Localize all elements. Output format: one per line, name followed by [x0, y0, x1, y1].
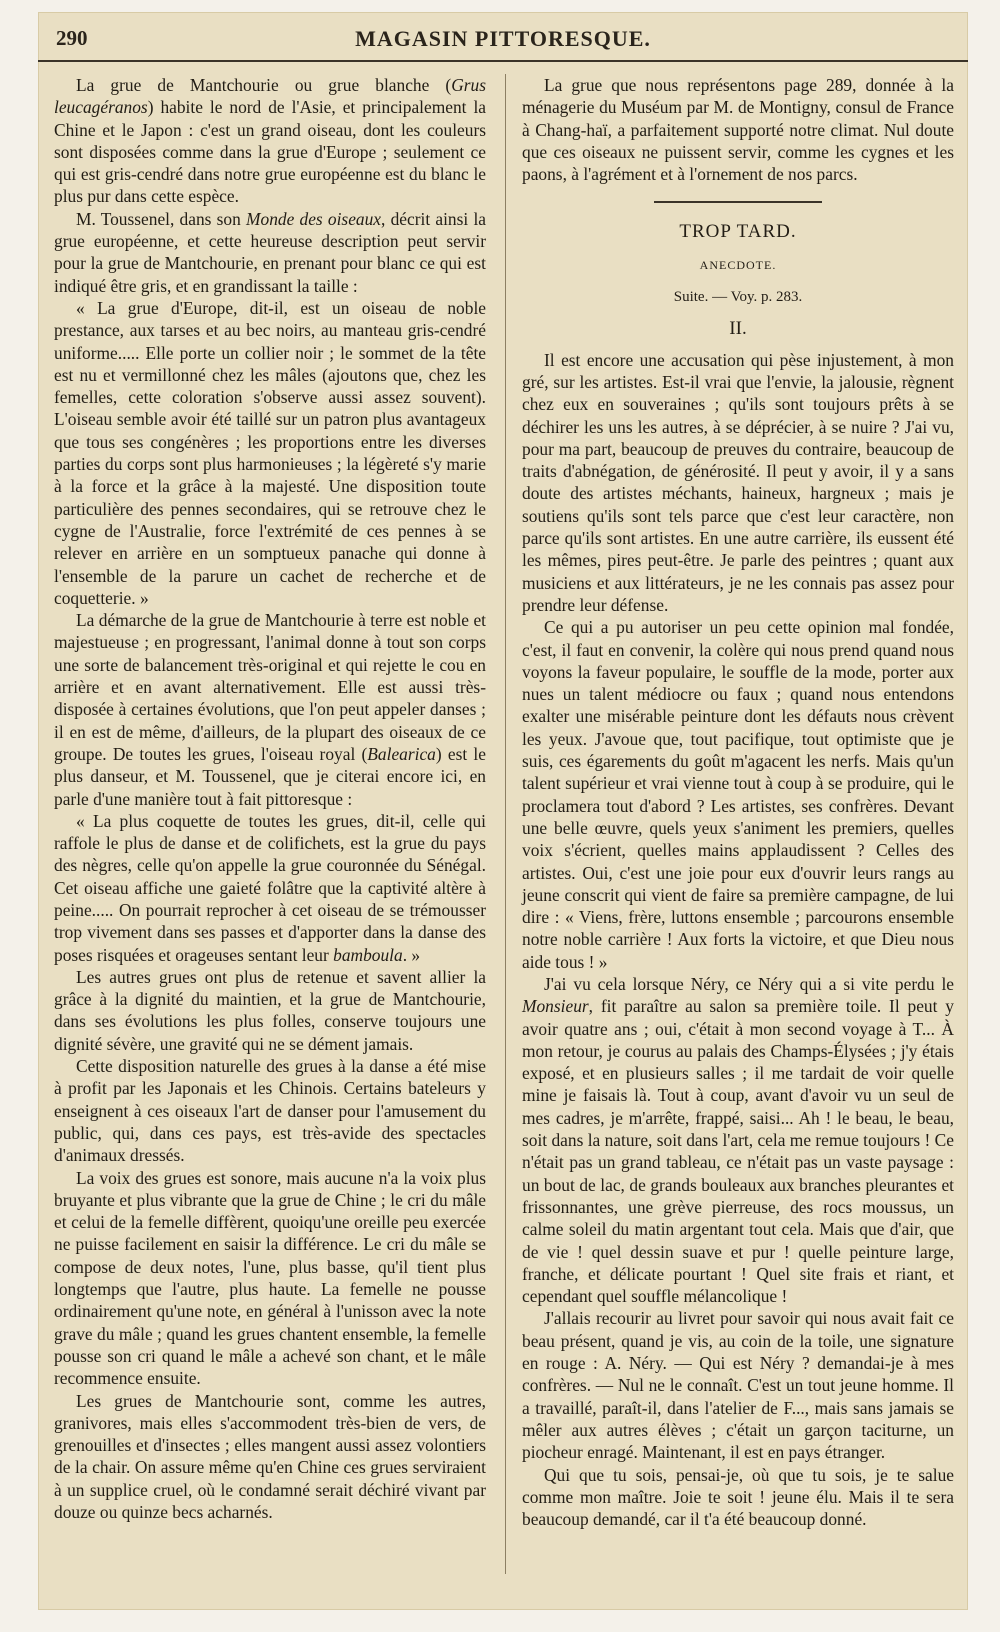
paragraph: Qui que tu sois, pensai-je, où que tu sois, je te salue comme mon maître. Joie te soit ! jeune élu. Mais il te sera beaucoup demandé, car il t'a été beaucoup donné. — [522, 1464, 954, 1530]
paragraph: Ce qui a pu autoriser un peu cette opinion mal fondée, c'est, il faut en convenir, la colère qui nous prend quand nous voyons la faveur populaire, le souffle de la mode, porter aux nues un talent médiocre ou faux ; quand nous entendons exalter une misérable peinture dont les défauts nous crèvent les yeux. J'avoue que, tout pacifique, tout optimiste que je suis, ces égarements du goût m'agacent les nerfs. Mais qu'un talent supérieur et vrai vienne tout à coup à se produire, qui le proclamera tout d'abord ? Les artistes, ses confrères. Devant une belle œuvre, quels yeux s'animent les premiers, quelles voix s'écrient, quelles mains applaudissent ? Celles des artistes. Oui, c'est une joie pour eux d'ouvrir leurs rangs au jeune conscrit qui vient de faire sa première campagne, de lui dire : « Viens, frère, luttons ensemble ; parcourons ensemble notre noble carrière ! Aux forts la victoire, et que Dieu nous aide tous ! » — [522, 617, 954, 972]
section-separator — [654, 201, 822, 203]
paragraph: Les autres grues ont plus de retenue et savent allier la grâce à la dignité du maintien, et la grue de Mantchourie, dans ses évolutions les plus folles, conserve toujours une dignité sévère, une gravité qui ne se dément jamais. — [54, 966, 486, 1054]
paragraph: La grue de Mantchourie ou grue blanche (Grus leucagéranos) habite le nord de l'Asie, et principalement la Chine et le Japon : c'est un grand oiseau, dont les couleurs sont disposées comme dans la grue d'Europe ; seulement ce qui est gris-cendré dans notre grue européenne est du blanc le plus pur dans cette espèce. — [54, 75, 486, 207]
quotation-paragraph: « La plus coquette de toutes les grues, dit-il, celle qui raffole le plus de danse et de colifichets, est la grue du pays des nègres, celle qu'on appelle la grue couronnée du Sénégal. Cet oiseau affiche une gaieté folâtre que la captivité altère à peine..... On pourrait reprocher à cet oiseau de se trémousser trop vivement dans ses passes et d'apporter dans la danse des poses risquées et orageuses sentant leur bamboula. » — [54, 810, 486, 965]
newspaper-page — [38, 12, 968, 1610]
paragraph: La démarche de la grue de Mantchourie à terre est noble et majestueuse ; en progressant, l'animal donne à tout son corps une sorte de balancement très-original et qui rejette le cou en arrière et en avant alternativement. Elle est aussi très-disposée à certaines évolutions, que l'on peut appeler danses ; il en est de même, d'ailleurs, de la plupart des oiseaux de ce groupe. De toutes les grues, l'oiseau royal (Balearica) est le plus danseur, et M. Toussenel, que je citerai encore ici, en parle d'une manière tout à fait pittoresque : — [54, 610, 486, 809]
paragraph: Il est encore une accusation qui pèse injustement, à mon gré, sur les artistes. Est-il vrai que l'envie, la jalousie, règnent chez eux en souveraines ; qu'ils sont toujours prêts à se déchirer les uns les autres, à se déprécier, à se nuire ? J'ai vu, pour ma part, beaucoup de preuves du contraire, beaucoup de traits d'abnégation, de générosité. Il peut y avoir, il y a sans doute des artistes méchants, haineux, hargneux ; mais je soutiens qu'ils sont tels parce que c'est leur caractère, non parce qu'ils sont artistes. En une autre carrière, ils eussent été les mêmes, pires peut-être. Je parle des peintres ; quant aux musiciens et aux littérateurs, je ne les connais pas assez pour prendre leur défense. — [522, 349, 954, 615]
paragraph: J'ai vu cela lorsque Néry, ce Néry qui a si vite perdu le Monsieur, fit paraître au salon sa première toile. Il peut y avoir quatre ans ; oui, c'était à mon second voyage à T... À mon retour, je courus au palais des Champs-Élysées ; j'y étais exposé, et en plusieurs salles ; il me tardait de voir quelle mine je faisais là. Tout à coup, avant d'avoir vu un seul de mes cadres, je m'arrête, frappé, saisi... Ah ! le beau, le beau, soit dans la nature, soit dans l'art, cela me remue toujours ! Ce n'était pas un grand tableau, ce n'était pas un vaste paysage : un bout de lac, de grands bouleaux aux branches pleurantes et frissonnantes, une grève pierreuse, des rocs moussus, un calme soleil du matin argentant tout cela. Mais que d'air, que de vie ! quel dessin suave et pur ! quelle peinture large, franche, et délicate pourtant ! Quel site frais et riant, et cependant quel souffle mélancolique ! — [522, 973, 954, 1307]
column-divider — [505, 74, 506, 1574]
page-number: 290 — [56, 26, 88, 50]
journal-title: MAGASIN PITTORESQUE. — [355, 26, 651, 51]
right-column — [522, 74, 954, 1530]
paragraph: M. Toussenel, dans son Monde des oiseaux, décrit ainsi la grue européenne, et cette heureuse description peut servir pour la grue de Mantchourie, en prenant pour blanc ce qui est indiqué être gris, et en grandissant la taille : — [54, 208, 486, 296]
paragraph: La grue que nous représentons page 289, donnée à la ménagerie du Muséum par M. de Montigny, consul de France à Chang-haï, a parfaitement supporté notre climat. Nul doute que ces oiseaux ne puissent servir, comme les cygnes et les paons, à l'agrément et à l'ornement de nos parcs. — [522, 75, 954, 185]
section-number: II. — [729, 318, 747, 340]
paragraph: Les grues de Mantchourie sont, comme les autres, granivores, mais elles s'accommodent très-bien de vers, de grenouilles et d'insectes ; elles mangent aussi assez volontiers de la chair. On assure même qu'en Chine ces grues serviraient à un supplice cruel, où le condamné serait déchiré vivant par douze ou quinze becs acharnés. — [54, 1390, 486, 1522]
left-column — [54, 74, 486, 1523]
quotation-paragraph: « La grue d'Europe, dit-il, est un oiseau de noble prestance, aux tarses et au bec noirs, au manteau gris-cendré uniforme..... Elle porte un collier noir ; le sommet de la tête est nu et vermillonné chez les mâles (ajoutons que, chez les femelles, cette coloration s'observe aussi assez souvent). L'oiseau semble avoir été taillé sur un patron plus avantageux que tous ses congénères ; les proportions entre les diverses parties du corps sont plus harmonieuses ; la légèreté s'y marie à la force et la grâce à la majesté. Une disposition toute particulière des pennes secondaires, qui se retrouve chez le cygne de l'Australie, force l'extrémité de ces pennes à se relever en arrière en un somptueux panache qui donne à l'ensemble de la parure un cachet de recherche et de coquetterie. » — [54, 297, 486, 608]
story-subtitle: ANECDOTE. — [699, 257, 777, 272]
paragraph: J'allais recourir au livret pour savoir qui nous avait fait ce beau présent, quand je vis, au coin de la toile, une signature en rouge : A. Néry. — Qui est Néry ? demandai-je à mes confrères. — Nul ne le connaît. C'est un tout jeune homme. Il a travaillé, paraît-il, dans l'atelier de F..., mais sans jamais se mêler aux autres élèves ; c'était un garçon taciturne, un piocheur enragé. Maintenant, il est en pays étranger. — [522, 1308, 954, 1463]
continuation-note: Suite. — Voy. p. 283. — [673, 289, 803, 306]
paragraph: Cette disposition naturelle des grues à la danse a été mise à profit par les Japonais et les Chinois. Certains bateleurs y enseignent à ces oiseaux l'art de danser pour l'amusement du public, qui, dans ces pays, est très-avide des spectacles d'animaux dressés. — [54, 1056, 486, 1166]
page-header — [38, 20, 968, 62]
story-title: TROP TARD. — [679, 221, 797, 243]
paragraph: La voix des grues est sonore, mais aucune n'a la voix plus bruyante et plus vibrante que la grue de Chine ; le cri du mâle et celui de la femelle diffèrent, quoiqu'une oreille peu exercée ne puisse facilement en saisir la différence. Le cri du mâle se compose de deux notes, l'une, plus basse, qu'il tient plus longtemps que l'autre, plus haute. La femelle ne pousse ordinairement qu'une note, en général à l'unisson avec la note grave du mâle ; quand les grues chantent ensemble, la femelle pousse son cri quand le mâle a achevé son chant, et le mâle recommence ensuite. — [54, 1167, 486, 1389]
